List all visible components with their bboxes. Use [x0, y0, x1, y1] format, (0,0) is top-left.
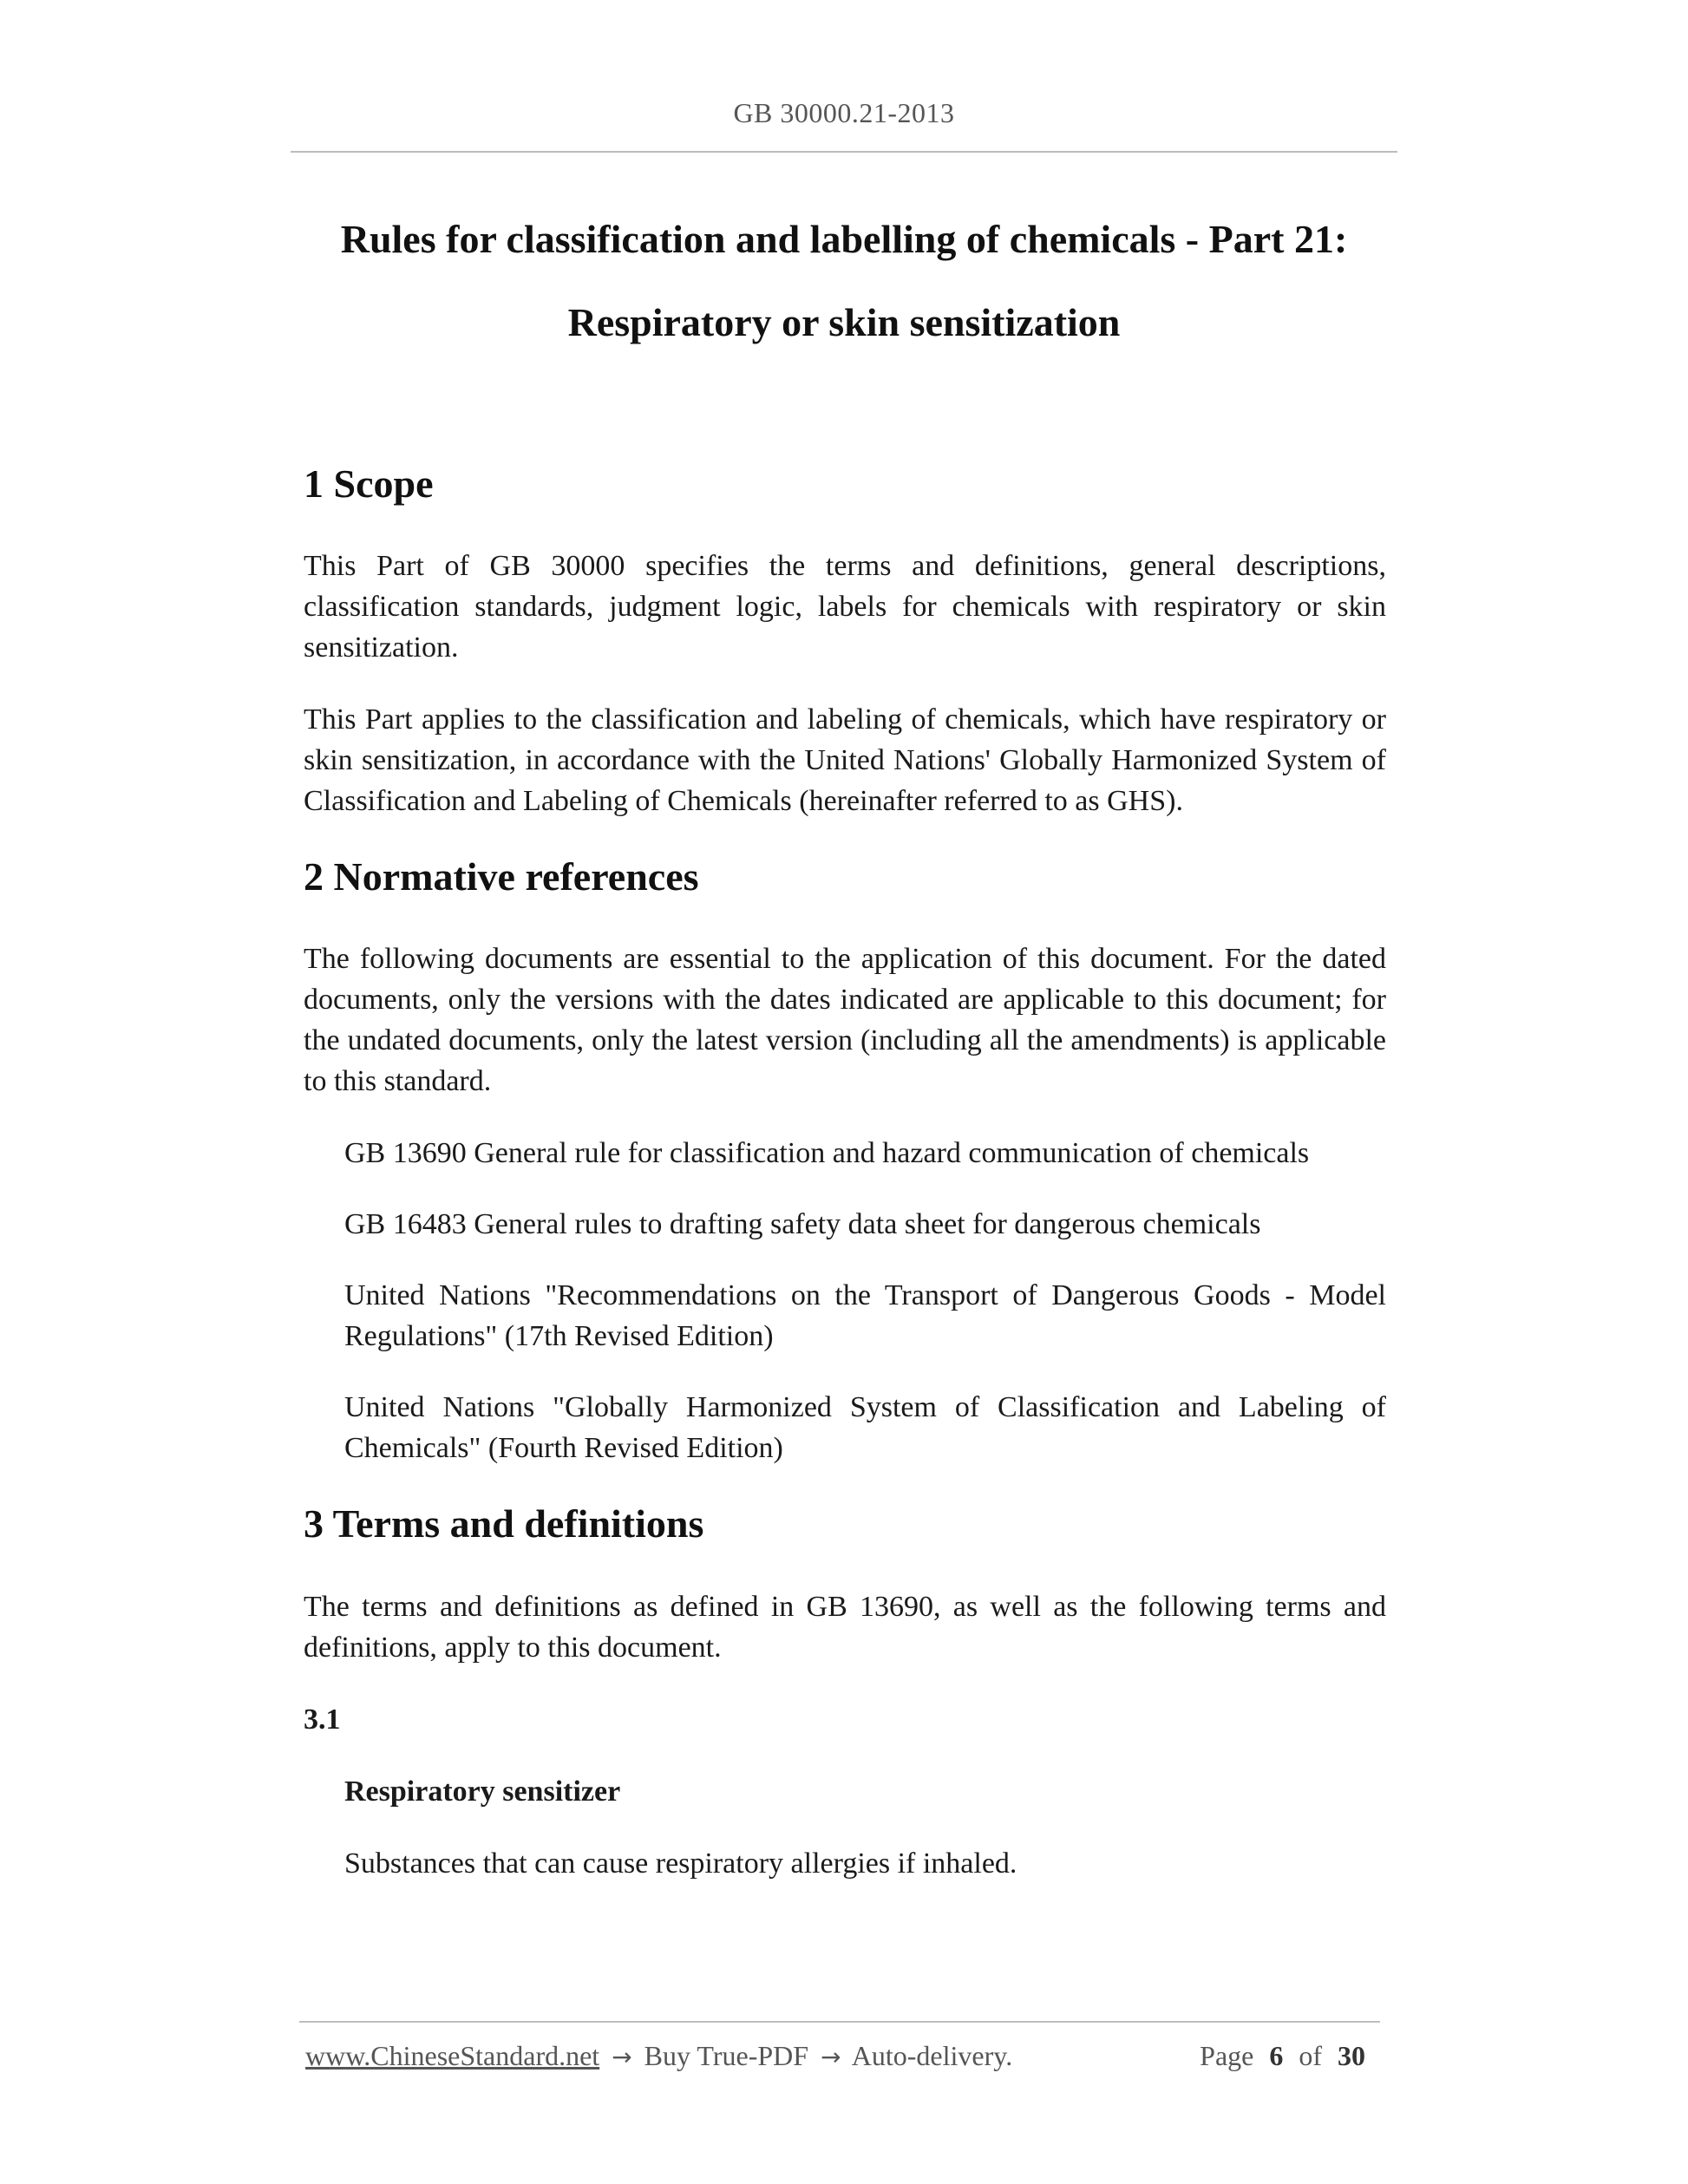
page-current: 6	[1269, 2040, 1284, 2071]
arrow-right-icon: →	[821, 2043, 841, 2071]
header-divider	[291, 151, 1397, 153]
reference-item: United Nations "Recommendations on the Transport of Dangerous Goods - Model Regulations" (17th Revised Edition)	[344, 1279, 1386, 1353]
page-label: Page	[1200, 2040, 1254, 2071]
document-body	[304, 460, 1386, 1884]
reference-item: GB 16483 General rules to drafting safety data sheet for dangerous chemicals	[344, 1208, 1261, 1241]
term-name: Respiratory sensitizer	[344, 1775, 621, 1808]
section-heading: 3 Terms and definitions	[304, 1501, 704, 1546]
reference-item: United Nations "Globally Harmonized System of Classification and Labeling of Chemicals" (Fourth Revised Edition)	[344, 1391, 1386, 1465]
section-terms-definitions	[304, 1500, 1386, 1883]
arrow-right-icon: →	[612, 2043, 632, 2071]
section-scope	[304, 460, 1386, 821]
scope-paragraph-1: This Part of GB 30000 specifies the terms and definitions, general descriptions, classification standards, judgment logic, labels for chemicals with respiratory or skin sensitization.	[304, 550, 1386, 664]
reference-item: GB 13690 General rule for classification and hazard communication of chemicals	[344, 1137, 1310, 1170]
running-header: GB 30000.21-2013	[733, 97, 955, 128]
term-number: 3.1	[304, 1703, 341, 1736]
delivery-text: Auto-delivery.	[851, 2040, 1013, 2071]
site-link[interactable]: www.ChineseStandard.net	[305, 2040, 600, 2071]
footer-divider	[299, 2021, 1380, 2023]
buy-text: Buy True-PDF	[644, 2040, 809, 2071]
scope-paragraph-2: This Part applies to the classification and labeling of chemicals, which have respiratory or skin sensitization, in accordance with the United Nations' Globally Harmonized System of Classification and Labeling of Chemicals (hereinafter referred to as GHS).	[304, 703, 1386, 818]
section-normative-references	[304, 853, 1386, 1468]
terms-intro: The terms and definitions as defined in GB 13690, as well as the following terms and definitions, apply to this document.	[304, 1590, 1386, 1664]
reference-list	[304, 1133, 1386, 1468]
section-heading: 1 Scope	[304, 461, 434, 506]
page-total: 30	[1338, 2040, 1365, 2071]
term-definition: Substances that can cause respiratory allergies if inhaled.	[344, 1847, 1017, 1880]
title-line-2: Respiratory or skin sensitization	[567, 300, 1121, 344]
title-line-1: Rules for classification and labelling of chemicals - Part 21:	[340, 217, 1348, 261]
page-of: of	[1299, 2040, 1322, 2071]
page-indicator	[1200, 2040, 1374, 2072]
document-title	[260, 198, 1428, 364]
footer-promo	[305, 2040, 1012, 2072]
normative-intro: The following documents are essential to the application of this document. For the dated documents, only the versions with the dates indicated are applicable to this document; for the undated documents, only the latest version (including all the amendments) is applicable to this standard.	[304, 943, 1386, 1098]
section-heading: 2 Normative references	[304, 854, 699, 899]
